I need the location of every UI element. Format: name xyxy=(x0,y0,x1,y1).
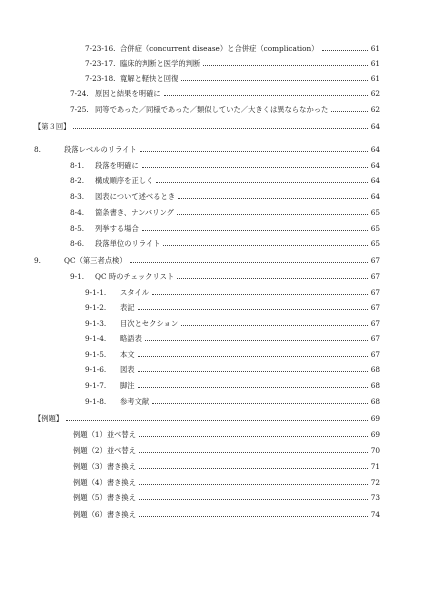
dot-leader xyxy=(181,325,367,326)
dot-leader xyxy=(142,167,368,168)
toc-entry-page-number: 70 xyxy=(370,446,380,455)
toc-entry-number: 9. xyxy=(34,256,41,265)
dot-leader xyxy=(181,80,367,81)
toc-entry-title: QC（第三者点検） xyxy=(64,256,127,265)
toc-entry-title: 参考文献 xyxy=(120,397,150,406)
toc-entry[interactable] xyxy=(73,490,380,502)
toc-entry[interactable] xyxy=(85,41,380,53)
toc-entry-number: 8-3. xyxy=(70,192,85,201)
toc-entry-page-number: 61 xyxy=(370,44,380,53)
toc-entry-title: 段落単位のリライト xyxy=(95,239,161,248)
toc-entry-page-number: 67 xyxy=(370,272,380,281)
toc-entry-page-number: 61 xyxy=(370,59,380,68)
toc-entry-number: 7-23-17. xyxy=(85,59,116,68)
toc-entry-title: 原因と結果を明確に xyxy=(95,89,161,98)
toc-entry-title: 脚注 xyxy=(120,381,135,390)
toc-entry-page-number: 68 xyxy=(370,381,380,390)
toc-entry[interactable] xyxy=(70,236,380,248)
toc-entry-page-number: 68 xyxy=(370,397,380,406)
toc-entry-page-number: 67 xyxy=(370,334,380,343)
toc-entry-number: 8-2. xyxy=(70,176,85,185)
toc-entry-title: 合併症（concurrent disease）と合併症（complication） xyxy=(120,44,319,53)
toc-entry-number: 9-1-2. xyxy=(85,303,107,312)
toc-entry-page-number: 64 xyxy=(370,145,380,154)
toc-entry-page-number: 67 xyxy=(370,288,380,297)
toc-entry-number: 8-6. xyxy=(70,239,85,248)
dot-leader xyxy=(138,387,368,388)
toc-entry[interactable] xyxy=(73,427,380,439)
toc-entry[interactable] xyxy=(85,316,380,328)
toc-entry-page-number: 67 xyxy=(370,256,380,265)
dot-leader xyxy=(66,420,368,421)
toc-entry[interactable] xyxy=(85,300,380,312)
toc-entry[interactable] xyxy=(85,362,380,374)
toc-entry-number: 8-5. xyxy=(70,224,85,233)
toc-entry-page-number: 64 xyxy=(370,161,380,170)
toc-entry[interactable] xyxy=(70,173,380,185)
toc-entry-title: 例題（5）書き換え xyxy=(73,493,137,502)
toc-entry-title: 同等であった／同様であった／類似していた／大きくは異ならなかった xyxy=(95,105,329,114)
toc-entry-page-number: 71 xyxy=(370,462,380,471)
toc-entry-title: 【例題】 xyxy=(34,414,64,423)
toc-entry-title: 段落レベルのリライト xyxy=(64,145,137,154)
toc-entry-page-number: 73 xyxy=(370,493,380,502)
toc-entry-title: 表記 xyxy=(120,303,135,312)
toc-entry-number: 9-1-6. xyxy=(85,365,107,374)
toc-entry[interactable] xyxy=(85,285,380,297)
toc-entry-title: 略語表 xyxy=(120,334,142,343)
dot-leader xyxy=(177,214,368,215)
dot-leader xyxy=(139,499,368,500)
toc-entry[interactable] xyxy=(73,459,380,471)
toc-entry-number: 9-1-8. xyxy=(85,397,107,406)
dot-leader xyxy=(140,151,368,152)
toc-entry[interactable] xyxy=(85,56,380,68)
toc-entry-title: 例題（3）書き換え xyxy=(73,462,137,471)
toc-entry-number: 9-1-3. xyxy=(85,319,107,328)
toc-entry-page-number: 69 xyxy=(370,430,380,439)
toc-entry[interactable] xyxy=(70,86,380,98)
dot-leader xyxy=(322,50,368,51)
toc-entry-page-number: 64 xyxy=(370,192,380,201)
toc-entry-page-number: 64 xyxy=(370,122,380,131)
toc-entry-number: 7-23-18. xyxy=(85,74,116,83)
dot-leader xyxy=(152,403,368,404)
toc-entry[interactable] xyxy=(70,102,380,114)
toc-entry[interactable] xyxy=(85,331,380,343)
toc-entry-page-number: 65 xyxy=(370,224,380,233)
toc-entry-title: 寛解と軽快と回復 xyxy=(120,74,179,83)
toc-entry-page-number: 61 xyxy=(370,74,380,83)
toc-entry-page-number: 65 xyxy=(370,239,380,248)
toc-entry-page-number: 67 xyxy=(370,319,380,328)
toc-entry[interactable] xyxy=(73,507,380,519)
dot-leader xyxy=(177,278,368,279)
toc-entry[interactable] xyxy=(34,253,380,265)
dot-leader xyxy=(73,128,367,129)
toc-entry-title: 段落を明確に xyxy=(95,161,139,170)
toc-entry-number: 9-1-4. xyxy=(85,334,107,343)
toc-entry-title: 箇条書き、ナンバリング xyxy=(95,208,174,217)
dot-leader xyxy=(130,262,368,263)
toc-entry-number: 8-4. xyxy=(70,208,85,217)
toc-entry-title: 本文 xyxy=(120,350,135,359)
toc-entry[interactable] xyxy=(34,411,380,423)
toc-entry-page-number: 72 xyxy=(370,478,380,487)
toc-entry-page-number: 62 xyxy=(370,89,380,98)
toc-entry[interactable] xyxy=(85,378,380,390)
toc-entry[interactable] xyxy=(70,158,380,170)
toc-entry[interactable] xyxy=(85,347,380,359)
dot-leader xyxy=(138,371,368,372)
dot-leader xyxy=(139,436,368,437)
toc-entry[interactable] xyxy=(70,189,380,201)
toc-entry[interactable] xyxy=(34,142,380,154)
toc-entry[interactable] xyxy=(34,119,380,131)
dot-leader xyxy=(142,230,368,231)
dot-leader xyxy=(145,340,368,341)
toc-entry[interactable] xyxy=(70,221,380,233)
toc-entry-title: 例題（2）並べ替え xyxy=(73,446,137,455)
toc-entry-number: 9-1-5. xyxy=(85,350,107,359)
toc-entry-page-number: 68 xyxy=(370,365,380,374)
dot-leader xyxy=(139,484,368,485)
toc-entry[interactable] xyxy=(85,71,380,83)
toc-entry[interactable] xyxy=(70,205,380,217)
toc-entry-page-number: 67 xyxy=(370,350,380,359)
toc-entry-number: 8-1. xyxy=(70,161,85,170)
toc-entry-title: 列挙する場合 xyxy=(95,224,139,233)
toc-entry-title: 図表について述べるとき xyxy=(95,192,176,201)
toc-entry-page-number: 69 xyxy=(370,414,380,423)
toc-entry-title: 例題（4）書き換え xyxy=(73,478,137,487)
toc-entry-title: 臨床的判断と医学的判断 xyxy=(120,59,201,68)
toc-entry-title: 例題（6）書き換え xyxy=(73,510,137,519)
toc-entry-number: 7-24. xyxy=(70,89,89,98)
toc-entry-title: 例題（1）並べ替え xyxy=(73,430,137,439)
dot-leader xyxy=(152,294,368,295)
toc-entry-number: 9-1-7. xyxy=(85,381,107,390)
dot-leader xyxy=(178,198,368,199)
dot-leader xyxy=(203,65,367,66)
toc-entry-title: 図表 xyxy=(120,365,135,374)
dot-leader xyxy=(331,111,367,112)
toc-entry-page-number: 62 xyxy=(370,105,380,114)
dot-leader xyxy=(139,468,368,469)
toc-entry-number: 8. xyxy=(34,145,41,154)
dot-leader xyxy=(163,245,367,246)
toc-entry[interactable] xyxy=(73,475,380,487)
toc-entry-page-number: 67 xyxy=(370,303,380,312)
dot-leader xyxy=(138,356,368,357)
dot-leader xyxy=(139,516,368,517)
toc-entry-page-number: 64 xyxy=(370,176,380,185)
toc-entry-number: 7-25. xyxy=(70,105,89,114)
toc-entry-page-number: 74 xyxy=(370,510,380,519)
toc-entry-number: 7-23-16. xyxy=(85,44,116,53)
toc-entry[interactable] xyxy=(85,394,380,406)
toc-entry-number: 9-1. xyxy=(70,272,85,281)
toc-entry[interactable] xyxy=(73,443,380,455)
toc-entry-title: スタイル xyxy=(120,288,150,297)
dot-leader xyxy=(156,182,367,183)
dot-leader xyxy=(139,452,368,453)
toc-entry-page-number: 65 xyxy=(370,208,380,217)
toc-entry-title: QC 時のチェックリスト xyxy=(95,272,175,281)
dot-leader xyxy=(164,95,368,96)
toc-entry-title: 目次とセクション xyxy=(120,319,179,328)
toc-entry-number: 9-1-1. xyxy=(85,288,107,297)
dot-leader xyxy=(138,309,368,310)
toc-entry-title: 【第３回】 xyxy=(34,122,71,131)
toc-entry-title: 構成順序を正しく xyxy=(95,176,154,185)
toc-entry[interactable] xyxy=(70,269,380,281)
